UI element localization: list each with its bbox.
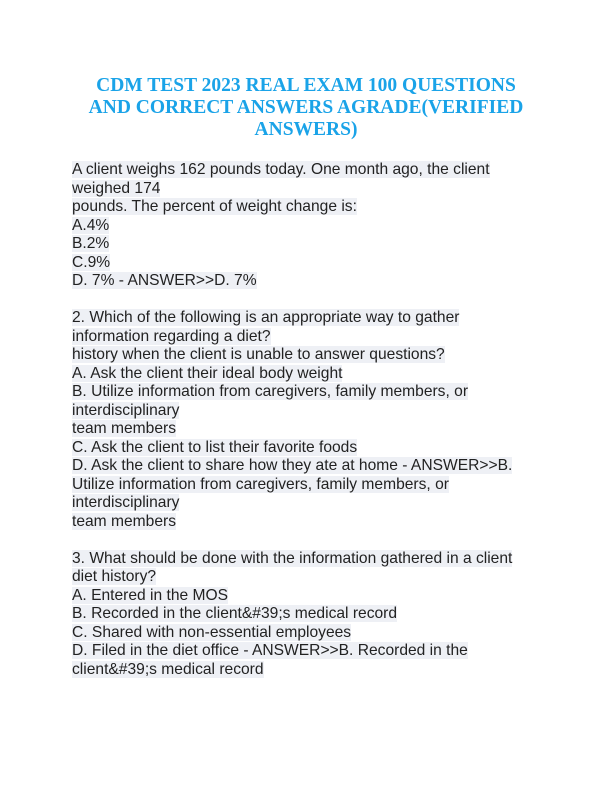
document-body [72, 161, 548, 698]
text-line: history when the client is unable to answer questions? [72, 346, 445, 363]
text-line: 2. Which of the following is an appropriate way to gather [72, 309, 460, 326]
text-line: Utilize information from caregivers, family members, or [72, 475, 449, 493]
answer-option: A. Entered in the MOS [72, 586, 229, 604]
text-line: diet history? [72, 568, 157, 585]
answer-option: D. Filed in the diet office - ANSWER>>B. Recorded in the [72, 642, 468, 659]
document-title [60, 75, 552, 141]
text-line: A client weighs 162 pounds today. One month ago, the client [72, 161, 490, 178]
answer-option: A. Ask the client their ideal body weight [72, 364, 343, 382]
text-line: team members [72, 420, 176, 437]
text-line: weighed 174 [72, 179, 161, 197]
answer-option: B. Utilize information from caregivers, family members, or [72, 383, 469, 400]
answer-option: D. 7% - ANSWER>>D. 7% [72, 272, 257, 289]
text-line: client&#39;s medical record [72, 660, 264, 678]
answer-option: C. Shared with non-essential employees [72, 623, 352, 641]
text-line: information regarding a diet? [72, 327, 271, 345]
answer-option: C.9% [72, 253, 111, 271]
text-line: pounds. The percent of weight change is: [72, 198, 357, 215]
answer-option: C. Ask the client to list their favorite foods [72, 438, 358, 456]
title-line: AND CORRECT ANSWERS AGRADE(VERIFIED [88, 97, 524, 118]
text-line: 3. What should be done with the information gathered in a client [72, 549, 513, 567]
question-block-3 [72, 550, 548, 680]
title-line: ANSWERS) [254, 119, 358, 140]
answer-option: D. Ask the client to share how they ate at home - ANSWER>>B. [72, 457, 513, 474]
title-line: CDM TEST 2023 REAL EXAM 100 QUESTIONS [96, 75, 516, 96]
question-block-1 [72, 161, 548, 291]
text-line: interdisciplinary [72, 401, 180, 419]
text-line: interdisciplinary [72, 494, 180, 511]
text-line: team members [72, 512, 176, 530]
answer-option: B.2% [72, 235, 110, 252]
answer-option: B. Recorded in the client&#39;s medical record [72, 605, 398, 622]
answer-option: A.4% [72, 216, 110, 234]
question-block-2 [72, 309, 548, 531]
